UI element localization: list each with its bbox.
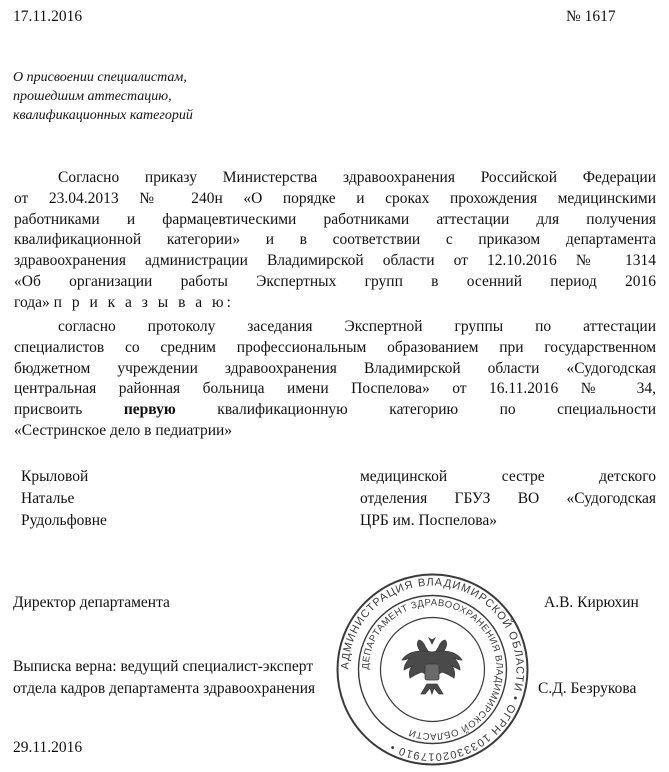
paragraph-line-prefix: года» [14, 293, 50, 311]
paragraph-line: согласно протоколу заседания Экспертной группы по аттестации [58, 318, 656, 335]
assign-verb: присвоить [14, 401, 83, 419]
person-name [21, 466, 107, 532]
subject-line: О присвоении специалистам, [13, 70, 187, 85]
position-line: ЦРБ им. Поспелова» [360, 512, 498, 529]
document-number: № 1617 [566, 8, 616, 25]
official-seal [335, 572, 530, 767]
specialist-name: С.Д. Безрукова [538, 680, 637, 697]
svg-text:ДЕПАРТАМЕНТ ЗДРАВООХРАНЕНИЯ ВЛ: ДЕПАРТАМЕНТ ЗДРАВООХРАНЕНИЯ ВЛАДИМИРСКОЙ ОБЛАСТИ [360, 597, 505, 742]
paragraph-line: «Сестринское дело в педиатрии» [14, 421, 233, 439]
person-position [360, 466, 656, 532]
name-line: Наталье [21, 490, 75, 507]
paragraph-line: работниками и фармацевтическими работниками аттестации для получения [14, 210, 656, 228]
position-line: отделения ГБУЗ ВО «Судогодская [360, 490, 656, 507]
paragraph-line [14, 293, 656, 314]
document-date: 17.11.2016 [13, 8, 83, 25]
svg-text:АДМИНИСТРАЦИЯ ВЛАДИМИРСКОЙ ОБЛ: АДМИНИСТРАЦИЯ ВЛАДИМИРСКОЙ ОБЛАСТИ • ОГРН 1033302017910 • [339, 576, 526, 763]
name-line: Крыловой [21, 468, 89, 485]
paragraph-line: специалистов со средним профессиональным образованием при государственном [14, 338, 656, 356]
paragraph-line: центральная районная больница имени Поспелова» от 16.11.2016 № 34, [14, 380, 656, 398]
paragraph-line [14, 400, 656, 421]
subject-line: прошедшим аттестацию, [13, 89, 172, 104]
paragraph-line: бюджетном учреждении здравоохранения Владимирской области «Судогодская [14, 359, 656, 377]
director-title: Директор департамента [13, 594, 170, 611]
decision-paragraph [14, 317, 656, 442]
footer-date: 29.11.2016 [13, 739, 83, 756]
order-paragraph [14, 168, 656, 314]
order-word: п р и к а з ы в а ю: [53, 293, 234, 311]
double-headed-eagle-icon [402, 638, 462, 694]
extract-line: Выписка верна: ведущий специалист-эксперт [13, 658, 314, 675]
extract-line: отдела кадров департамента здравоохранения [13, 680, 316, 697]
document-subject [13, 68, 193, 125]
paragraph-line: здравоохранения администрации Владимирской области от 12.10.2016 № 1314 [14, 252, 656, 270]
name-line: Рудольфовне [21, 512, 107, 529]
subject-line: квалификационных категорий [13, 108, 193, 123]
assign-specialty: квалификационную категорию по специальности [217, 401, 657, 419]
category-first: первую [123, 401, 176, 419]
seal-graphic [335, 572, 530, 767]
paragraph-line: Согласно приказу Министерства здравоохранения Российской Федерации [58, 169, 656, 186]
paragraph-line: квалификационной категории» и в соответствии с приказом департамента [14, 231, 656, 249]
director-name: А.В. Кирюхин [544, 594, 639, 611]
paragraph-line: от 23.04.2013 № 240н «О порядке и сроках прохождения медицинскими [14, 189, 656, 207]
position-line: медицинской сестре детского [360, 468, 656, 485]
paragraph-line: «Об организации работы Экспертных групп в осенний период 2016 [14, 272, 656, 290]
